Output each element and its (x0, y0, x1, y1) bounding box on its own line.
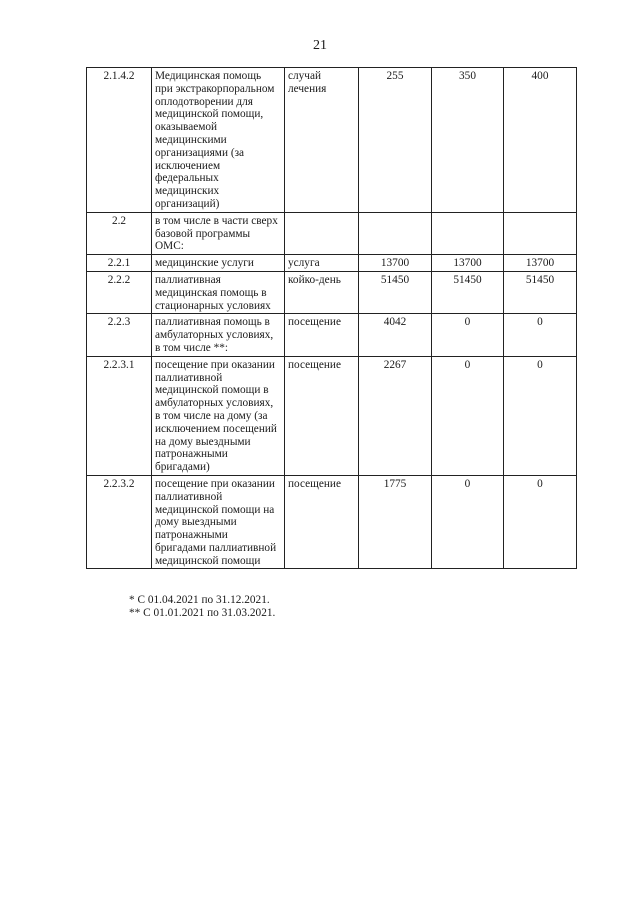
row-value-1 (359, 212, 432, 254)
row-code: 2.2.1 (87, 255, 152, 272)
table-row (87, 68, 577, 213)
row-name: Медицинская помощь при экстракорпоральном оплодотворении для медицинской помощи, оказываемой медицинскими организациями (за исключением федеральных медицинских организаций) (152, 68, 285, 213)
data-table (86, 67, 577, 569)
row-code: 2.2 (87, 212, 152, 254)
footnotes (129, 594, 275, 620)
row-name: паллиативная медицинская помощь в стационарных условиях (152, 271, 285, 313)
table-row (87, 314, 577, 356)
row-unit: случай лечения (285, 68, 359, 213)
row-value-2: 13700 (432, 255, 504, 272)
row-value-2: 0 (432, 314, 504, 356)
row-code: 2.2.3.2 (87, 475, 152, 569)
footnote: ** С 01.01.2021 по 31.03.2021. (129, 607, 276, 619)
row-value-2: 51450 (432, 271, 504, 313)
row-value-3: 13700 (504, 255, 577, 272)
row-unit: посещение (285, 314, 359, 356)
row-value-3: 0 (504, 356, 577, 475)
row-value-1: 2267 (359, 356, 432, 475)
row-value-2: 0 (432, 475, 504, 569)
row-value-1: 13700 (359, 255, 432, 272)
row-value-1: 1775 (359, 475, 432, 569)
row-name: паллиативная помощь в амбулаторных условиях, в том числе **: (152, 314, 285, 356)
row-value-2 (432, 212, 504, 254)
row-value-3: 51450 (504, 271, 577, 313)
row-value-1: 255 (359, 68, 432, 213)
page-number: 21 (313, 38, 327, 53)
table-row (87, 255, 577, 272)
row-value-3: 0 (504, 314, 577, 356)
row-unit: посещение (285, 356, 359, 475)
footnote: * С 01.04.2021 по 31.12.2021. (129, 594, 270, 606)
row-value-3 (504, 212, 577, 254)
row-code: 2.2.2 (87, 271, 152, 313)
table-row (87, 212, 577, 254)
row-code: 2.2.3.1 (87, 356, 152, 475)
row-value-3: 400 (504, 68, 577, 213)
table-row (87, 475, 577, 569)
row-value-2: 0 (432, 356, 504, 475)
table-row (87, 356, 577, 475)
row-unit: посещение (285, 475, 359, 569)
row-code: 2.2.3 (87, 314, 152, 356)
row-value-3: 0 (504, 475, 577, 569)
row-value-2: 350 (432, 68, 504, 213)
row-name: посещение при оказании паллиативной медицинской помощи в амбулаторных условиях, в том числе на дому (за исключением посещений на дому выездными патронажными бригадами) (152, 356, 285, 475)
row-name: посещение при оказании паллиативной медицинской помощи на дому выездными патронажными бригадами паллиативной медицинской помощи (152, 475, 285, 569)
row-value-1: 4042 (359, 314, 432, 356)
row-unit: услуга (285, 255, 359, 272)
row-value-1: 51450 (359, 271, 432, 313)
table-row (87, 271, 577, 313)
row-unit (285, 212, 359, 254)
row-name: в том числе в части сверх базовой программы ОМС: (152, 212, 285, 254)
row-name: медицинские услуги (152, 255, 285, 272)
row-code: 2.1.4.2 (87, 68, 152, 213)
row-unit: койко-день (285, 271, 359, 313)
